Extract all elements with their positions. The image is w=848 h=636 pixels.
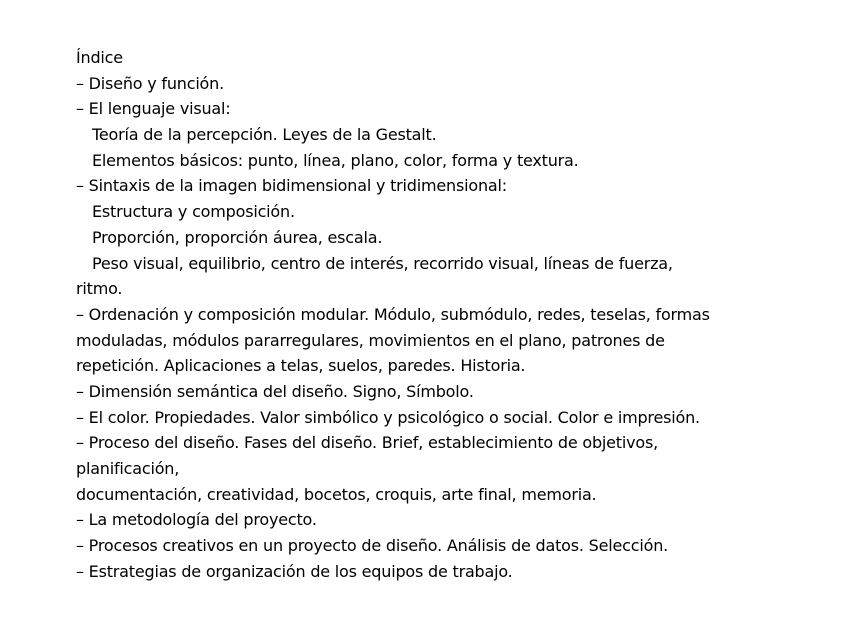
index-title: Índice — [76, 48, 123, 67]
index-item-line: – El lenguaje visual: — [76, 99, 231, 119]
index-item-line: – Dimensión semántica del diseño. Signo, Símbolo. — [76, 381, 474, 401]
index-continuation-line: ritmo. — [76, 279, 123, 299]
index-item-line: – Proceso del diseño. Fases del diseño. Brief, establecimiento de objetivos, — [76, 433, 659, 453]
index-item-line: – Estrategias de organización de los equipos de trabajo. — [76, 561, 513, 581]
index-item-line: – El color. Propiedades. Valor simbólico y psicológico o social. Color e impresión. — [76, 407, 700, 427]
index-item-line: – La metodología del proyecto. — [76, 510, 317, 530]
index-item-line: – Procesos creativos en un proyecto de diseño. Análisis de datos. Selección. — [76, 536, 669, 556]
index-continuation-line: planificación, — [76, 459, 180, 478]
index-subitem-line: Proporción, proporción áurea, escala. — [92, 227, 383, 247]
index-continuation-line: moduladas, módulos pararregulares, movimientos en el plano, patrones de — [76, 330, 665, 350]
index-subitem-line: Elementos básicos: punto, línea, plano, color, forma y textura. — [92, 150, 579, 170]
index-item-line: – Diseño y función. — [76, 73, 224, 93]
index-continuation-line: repetición. Aplicaciones a telas, suelos, paredes. Historia. — [76, 356, 526, 376]
index-document — [76, 45, 796, 584]
index-item-line: – Ordenación y composición modular. Módulo, submódulo, redes, teselas, formas — [76, 304, 710, 324]
index-subitem-line: Estructura y composición. — [92, 202, 295, 222]
index-subitem-line: Peso visual, equilibrio, centro de interés, recorrido visual, líneas de fuerza, — [92, 253, 673, 273]
index-continuation-line: documentación, creatividad, bocetos, croquis, arte final, memoria. — [76, 484, 597, 504]
index-item-line: – Sintaxis de la imagen bidimensional y tridimensional: — [76, 176, 507, 196]
index-subitem-line: Teoría de la percepción. Leyes de la Gestalt. — [92, 125, 437, 145]
